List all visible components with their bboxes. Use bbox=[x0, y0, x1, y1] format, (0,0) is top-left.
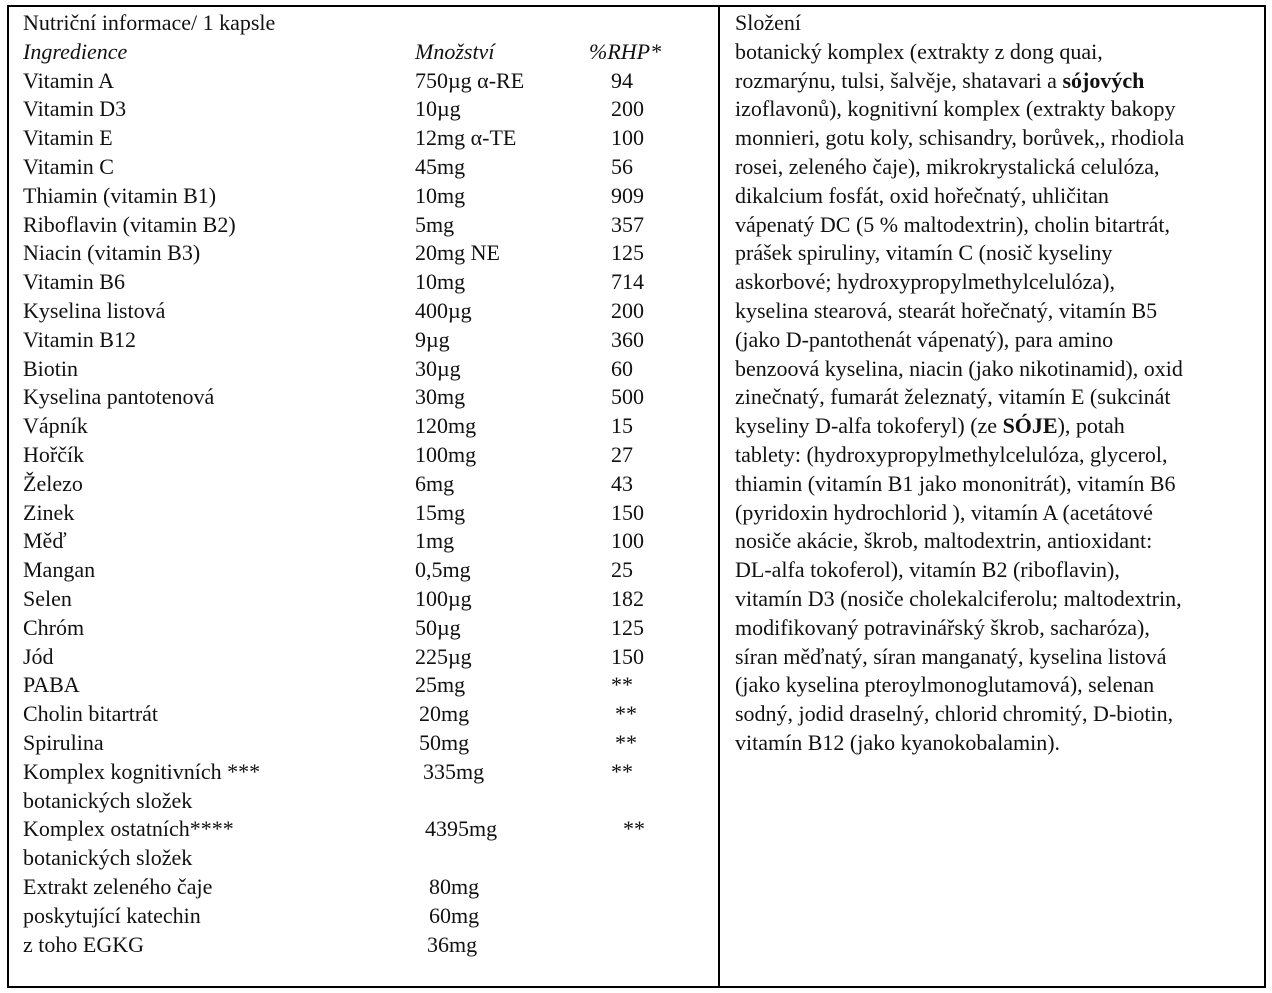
composition-segment: vitamín D3 (nosiče cholekalciferolu; maltodextrin, bbox=[735, 585, 1182, 611]
column-divider bbox=[718, 5, 720, 988]
table-row bbox=[23, 239, 713, 268]
composition-line bbox=[735, 153, 1260, 182]
table-row bbox=[23, 441, 713, 470]
table-row bbox=[23, 297, 713, 326]
nutrition-title-row bbox=[23, 9, 713, 38]
ingredient-name: Hořčík bbox=[23, 441, 85, 467]
ingredient-name: Selen bbox=[23, 585, 72, 611]
composition-line bbox=[735, 383, 1260, 412]
composition-line bbox=[735, 182, 1260, 211]
ingredient-name: botanických složek bbox=[23, 787, 193, 813]
allergen-text: SÓJE bbox=[1002, 413, 1058, 439]
ingredient-name: Chróm bbox=[23, 614, 85, 640]
composition-segment: sodný, jodid draselný, chlorid chromitý, D-biotin, bbox=[735, 701, 1174, 727]
ingredient-amount: 30mg bbox=[415, 384, 466, 410]
ingredient-rhp: 360 bbox=[611, 326, 644, 352]
composition-panel bbox=[735, 9, 1260, 758]
table-row bbox=[23, 355, 713, 384]
nutrition-header-row bbox=[23, 38, 713, 67]
ingredient-name: Jód bbox=[23, 643, 54, 669]
ingredient-amount: 100mg bbox=[415, 441, 477, 467]
ingredient-rhp: 100 bbox=[611, 528, 644, 554]
ingredient-rhp: 714 bbox=[611, 269, 644, 295]
ingredient-rhp: 56 bbox=[611, 153, 633, 179]
ingredient-rhp: 15 bbox=[611, 413, 633, 439]
table-row bbox=[23, 556, 713, 585]
composition-line bbox=[735, 412, 1260, 441]
ingredient-rhp: 150 bbox=[611, 499, 644, 525]
ingredient-rhp: 500 bbox=[611, 384, 644, 410]
table-row bbox=[23, 383, 713, 412]
ingredient-amount: 100µg bbox=[415, 585, 472, 611]
ingredient-amount: 80mg bbox=[429, 873, 480, 899]
composition-line bbox=[735, 556, 1260, 585]
table-row bbox=[23, 585, 713, 614]
ingredient-amount: 36mg bbox=[427, 931, 478, 957]
ingredient-rhp: ** bbox=[611, 672, 633, 698]
ingredient-amount: 15mg bbox=[415, 499, 466, 525]
composition-segment: rozmarýnu, tulsi, šalvěje, shatavari a bbox=[735, 67, 1063, 93]
ingredient-name: Niacin (vitamin B3) bbox=[23, 240, 201, 266]
ingredient-amount: 5mg bbox=[415, 211, 455, 237]
composition-segment: kyselina stearová, stearát hořečnatý, vitamín B5 bbox=[735, 297, 1158, 323]
ingredient-amount: 50mg bbox=[419, 729, 470, 755]
ingredient-name: Vitamin D3 bbox=[23, 96, 127, 122]
ingredient-rhp: 100 bbox=[611, 125, 644, 151]
composition-line bbox=[735, 326, 1260, 355]
header-ingredient: Ingredience bbox=[23, 38, 128, 64]
table-row bbox=[23, 268, 713, 297]
composition-segment: prášek spiruliny, vitamín C (nosič kyseliny bbox=[735, 240, 1113, 266]
nutrition-table bbox=[23, 9, 713, 959]
composition-segment: monnieri, gotu koly, schisandry, borůvek,, rhodiola bbox=[735, 125, 1185, 151]
ingredient-rhp: 25 bbox=[611, 557, 633, 583]
ingredient-amount: 4395mg bbox=[425, 816, 498, 842]
ingredient-rhp: 182 bbox=[611, 585, 644, 611]
composition-segment: botanický komplex (extrakty z dong quai, bbox=[735, 38, 1103, 64]
composition-segment: rosei, zeleného čaje), mikrokrystalická celulóza, bbox=[735, 153, 1160, 179]
composition-text bbox=[735, 38, 1260, 758]
ingredient-name: Extrakt zeleného čaje bbox=[23, 873, 213, 899]
nutrition-title: Nutriční informace/ 1 kapsle bbox=[23, 10, 276, 35]
ingredient-amount: 30µg bbox=[415, 355, 461, 381]
ingredient-name: Mangan bbox=[23, 557, 96, 583]
table-row bbox=[23, 643, 713, 672]
ingredient-rhp: 909 bbox=[611, 182, 644, 208]
table-row bbox=[23, 95, 713, 124]
composition-segment: vitamín B12 (jako kyanokobalamin). bbox=[735, 729, 1061, 755]
composition-segment: síran měďnatý, síran manganatý, kyselina listová bbox=[735, 643, 1167, 669]
composition-segment: zinečnatý, fumarát železnatý, vitamín E (sukcinát bbox=[735, 384, 1171, 410]
ingredient-amount: 10µg bbox=[415, 96, 461, 122]
ingredient-name: Železo bbox=[23, 470, 83, 496]
table-row bbox=[23, 931, 713, 960]
ingredient-name: Zinek bbox=[23, 499, 75, 525]
ingredient-name: Spirulina bbox=[23, 729, 104, 755]
ingredient-name: z toho EGKG bbox=[23, 931, 144, 957]
composition-line bbox=[735, 499, 1260, 528]
ingredient-amount: 9µg bbox=[415, 326, 450, 352]
composition-line bbox=[735, 268, 1260, 297]
ingredient-name: PABA bbox=[23, 672, 80, 698]
ingredient-name: Vitamin B12 bbox=[23, 326, 136, 352]
ingredient-rhp: 94 bbox=[611, 67, 633, 93]
composition-title: Složení bbox=[735, 10, 801, 35]
table-row bbox=[23, 412, 713, 441]
table-row bbox=[23, 470, 713, 499]
ingredient-amount: 50µg bbox=[415, 614, 461, 640]
composition-segment: benzoová kyselina, niacin (jako nikotinamid), oxid bbox=[735, 355, 1183, 381]
composition-segment: (pyridoxin hydrochlorid ), vitamín A (acetátové bbox=[735, 499, 1153, 525]
ingredient-rhp: ** bbox=[615, 701, 637, 727]
composition-line bbox=[735, 124, 1260, 153]
ingredient-amount: 12mg α-TE bbox=[415, 125, 517, 151]
composition-segment: modifikovaný potravinářský škrob, sacharóza), bbox=[735, 614, 1150, 640]
composition-line bbox=[735, 67, 1260, 96]
header-rhp: %RHP* bbox=[589, 38, 662, 64]
ingredient-amount: 20mg NE bbox=[415, 240, 500, 266]
ingredient-rhp: 43 bbox=[611, 470, 633, 496]
table-row bbox=[23, 499, 713, 528]
nutrition-rows bbox=[23, 67, 713, 960]
composition-line bbox=[735, 355, 1260, 384]
ingredient-name: Kyselina listová bbox=[23, 297, 166, 323]
composition-line bbox=[735, 95, 1260, 124]
composition-line bbox=[735, 297, 1260, 326]
composition-segment: ), potah bbox=[1057, 413, 1125, 439]
ingredient-rhp: ** bbox=[623, 816, 645, 842]
ingredient-amount: 10mg bbox=[415, 182, 466, 208]
ingredient-name: poskytující katechin bbox=[23, 902, 201, 928]
ingredient-amount: 750µg α-RE bbox=[415, 67, 525, 93]
table-row bbox=[23, 902, 713, 931]
ingredient-name: Vitamin A bbox=[23, 67, 114, 93]
composition-line bbox=[735, 38, 1260, 67]
table-row bbox=[23, 614, 713, 643]
composition-line bbox=[735, 700, 1260, 729]
composition-segment: kyseliny D-alfa tokoferyl) (ze bbox=[735, 413, 1003, 439]
table-row bbox=[23, 729, 713, 758]
composition-segment: tablety: (hydroxypropylmethylcelulóza, glycerol, bbox=[735, 441, 1168, 467]
ingredient-name: Komplex kognitivních *** bbox=[23, 758, 261, 784]
ingredient-rhp: 200 bbox=[611, 297, 644, 323]
table-row bbox=[23, 758, 713, 787]
composition-line bbox=[735, 729, 1260, 758]
ingredient-amount: 335mg bbox=[423, 758, 485, 784]
composition-line bbox=[735, 585, 1260, 614]
composition-line bbox=[735, 441, 1260, 470]
ingredient-name: Cholin bitartrát bbox=[23, 701, 159, 727]
table-row bbox=[23, 124, 713, 153]
ingredient-amount: 1mg bbox=[415, 528, 455, 554]
composition-line bbox=[735, 527, 1260, 556]
table-row bbox=[23, 671, 713, 700]
ingredient-name: Vápník bbox=[23, 413, 88, 439]
ingredient-amount: 45mg bbox=[415, 153, 466, 179]
ingredient-name: botanických složek bbox=[23, 845, 193, 871]
ingredient-rhp: 150 bbox=[611, 643, 644, 669]
composition-line bbox=[735, 671, 1260, 700]
composition-line bbox=[735, 470, 1260, 499]
ingredient-amount: 225µg bbox=[415, 643, 472, 669]
ingredient-amount: 60mg bbox=[429, 902, 480, 928]
ingredient-name: Vitamin B6 bbox=[23, 269, 125, 295]
composition-segment: vápenatý DC (5 % maltodextrin), cholin bitartrát, bbox=[735, 211, 1170, 237]
table-row bbox=[23, 527, 713, 556]
table-row bbox=[23, 182, 713, 211]
ingredient-rhp: 60 bbox=[611, 355, 633, 381]
table-row bbox=[23, 326, 713, 355]
ingredient-rhp: 125 bbox=[611, 614, 644, 640]
ingredient-amount: 120mg bbox=[415, 413, 477, 439]
composition-segment: (jako kyselina pteroylmonoglutamová), selenan bbox=[735, 672, 1155, 698]
table-row bbox=[23, 815, 713, 844]
table-row bbox=[23, 787, 713, 816]
ingredient-name: Biotin bbox=[23, 355, 79, 381]
ingredient-amount: 0,5mg bbox=[415, 557, 471, 583]
ingredient-name: Měď bbox=[23, 528, 67, 554]
ingredient-rhp: 27 bbox=[611, 441, 633, 467]
table-row bbox=[23, 873, 713, 902]
composition-line bbox=[735, 643, 1260, 672]
composition-line bbox=[735, 239, 1260, 268]
ingredient-amount: 6mg bbox=[415, 470, 455, 496]
table-row bbox=[23, 844, 713, 873]
ingredient-amount: 25mg bbox=[415, 672, 466, 698]
composition-segment: DL-alfa tokoferol), vitamín B2 (riboflavin), bbox=[735, 557, 1120, 583]
ingredient-amount: 20mg bbox=[419, 701, 470, 727]
composition-segment: dikalcium fosfát, oxid hořečnatý, uhličitan bbox=[735, 182, 1109, 208]
ingredient-amount: 10mg bbox=[415, 269, 466, 295]
ingredient-rhp: 357 bbox=[611, 211, 644, 237]
composition-segment: thiamin (vitamín B1 jako mononitrát), vitamín B6 bbox=[735, 470, 1176, 496]
ingredient-name: Komplex ostatních**** bbox=[23, 816, 234, 842]
header-amount: Množství bbox=[415, 38, 495, 64]
composition-segment: izoflavonů), kognitivní komplex (extrakty bakopy bbox=[735, 96, 1176, 122]
ingredient-name: Vitamin E bbox=[23, 125, 113, 151]
table-row bbox=[23, 67, 713, 96]
allergen-text: sójových bbox=[1062, 67, 1145, 93]
ingredient-amount: 400µg bbox=[415, 297, 472, 323]
table-row bbox=[23, 700, 713, 729]
ingredient-name: Kyselina pantotenová bbox=[23, 384, 215, 410]
table-row bbox=[23, 153, 713, 182]
ingredient-rhp: 200 bbox=[611, 96, 644, 122]
composition-segment: (jako D-pantothenát vápenatý), para amino bbox=[735, 326, 1114, 352]
composition-line bbox=[735, 614, 1260, 643]
ingredient-rhp: ** bbox=[611, 758, 633, 784]
ingredient-name: Riboflavin (vitamin B2) bbox=[23, 211, 236, 237]
composition-segment: askorbové; hydroxypropylmethylcelulóza), bbox=[735, 269, 1116, 295]
ingredient-name: Vitamin C bbox=[23, 153, 114, 179]
ingredient-name: Thiamin (vitamin B1) bbox=[23, 182, 217, 208]
ingredient-rhp: 125 bbox=[611, 240, 644, 266]
ingredient-rhp: ** bbox=[615, 729, 637, 755]
table-row bbox=[23, 211, 713, 240]
composition-line bbox=[735, 211, 1260, 240]
composition-segment: nosiče akácie, škrob, maltodextrin, antioxidant: bbox=[735, 528, 1153, 554]
